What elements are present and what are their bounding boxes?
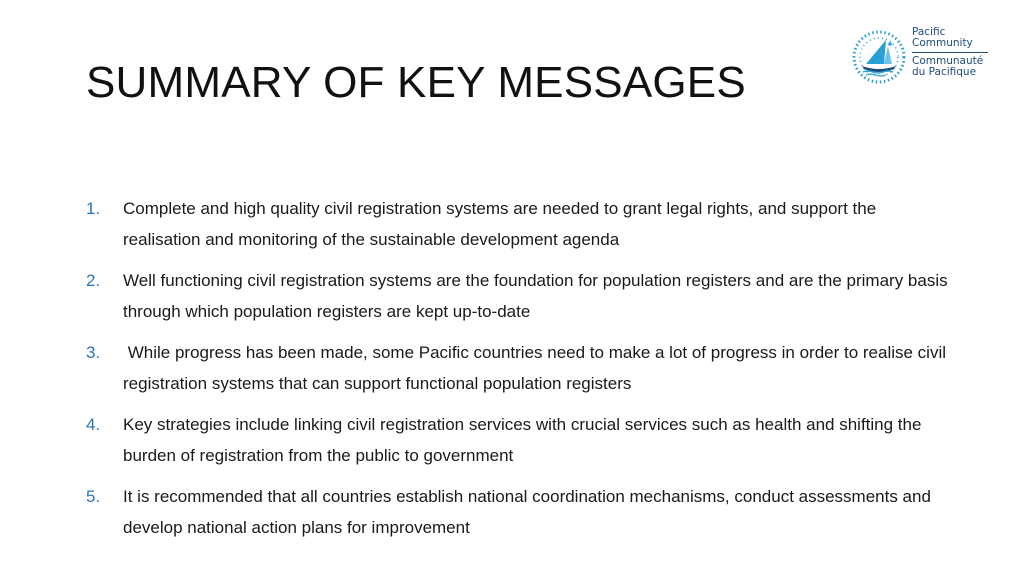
logo-divider (912, 52, 988, 53)
list-item (86, 409, 956, 471)
list-number: 5. (86, 487, 101, 506)
list-item (86, 337, 956, 399)
list-item (86, 481, 956, 543)
list-item (86, 265, 956, 327)
slide-title: SUMMARY OF KEY MESSAGES (86, 58, 746, 107)
list-number: 1. (86, 199, 101, 218)
logo-text (912, 27, 988, 78)
list-text: It is recommended that all countries establish national coordination mechanisms, conduct assessments and develop national action plans for improvement (123, 487, 931, 537)
logo-line-community: Community (912, 37, 973, 49)
logo-line-du-pacifique: du Pacifique (912, 66, 977, 78)
list-number: 3. (86, 343, 101, 362)
list-text: Key strategies include linking civil registration services with crucial services such as health and shifting the burden of registration from the public to government (123, 415, 922, 465)
logo-line-communaute: Communauté (912, 55, 984, 67)
pacific-community-logo (850, 24, 1000, 88)
logo-line-pacific: Pacific (912, 26, 946, 38)
key-messages-list (86, 193, 956, 553)
list-text: While progress has been made, some Pacific countries need to make a lot of progress in order to realise civil registration systems that can support functional population registers (123, 343, 951, 393)
list-number: 4. (86, 415, 101, 434)
list-text: Well functioning civil registration systems are the foundation for population registers and are the primary basis through which population registers are kept up-to-date (123, 271, 948, 321)
list-text: Complete and high quality civil registration systems are needed to grant legal rights, and support the realisation and monitoring of the sustainable development agenda (123, 199, 877, 249)
list-number: 2. (86, 271, 101, 290)
list-item (86, 193, 956, 255)
pacific-community-emblem-icon (850, 28, 908, 86)
